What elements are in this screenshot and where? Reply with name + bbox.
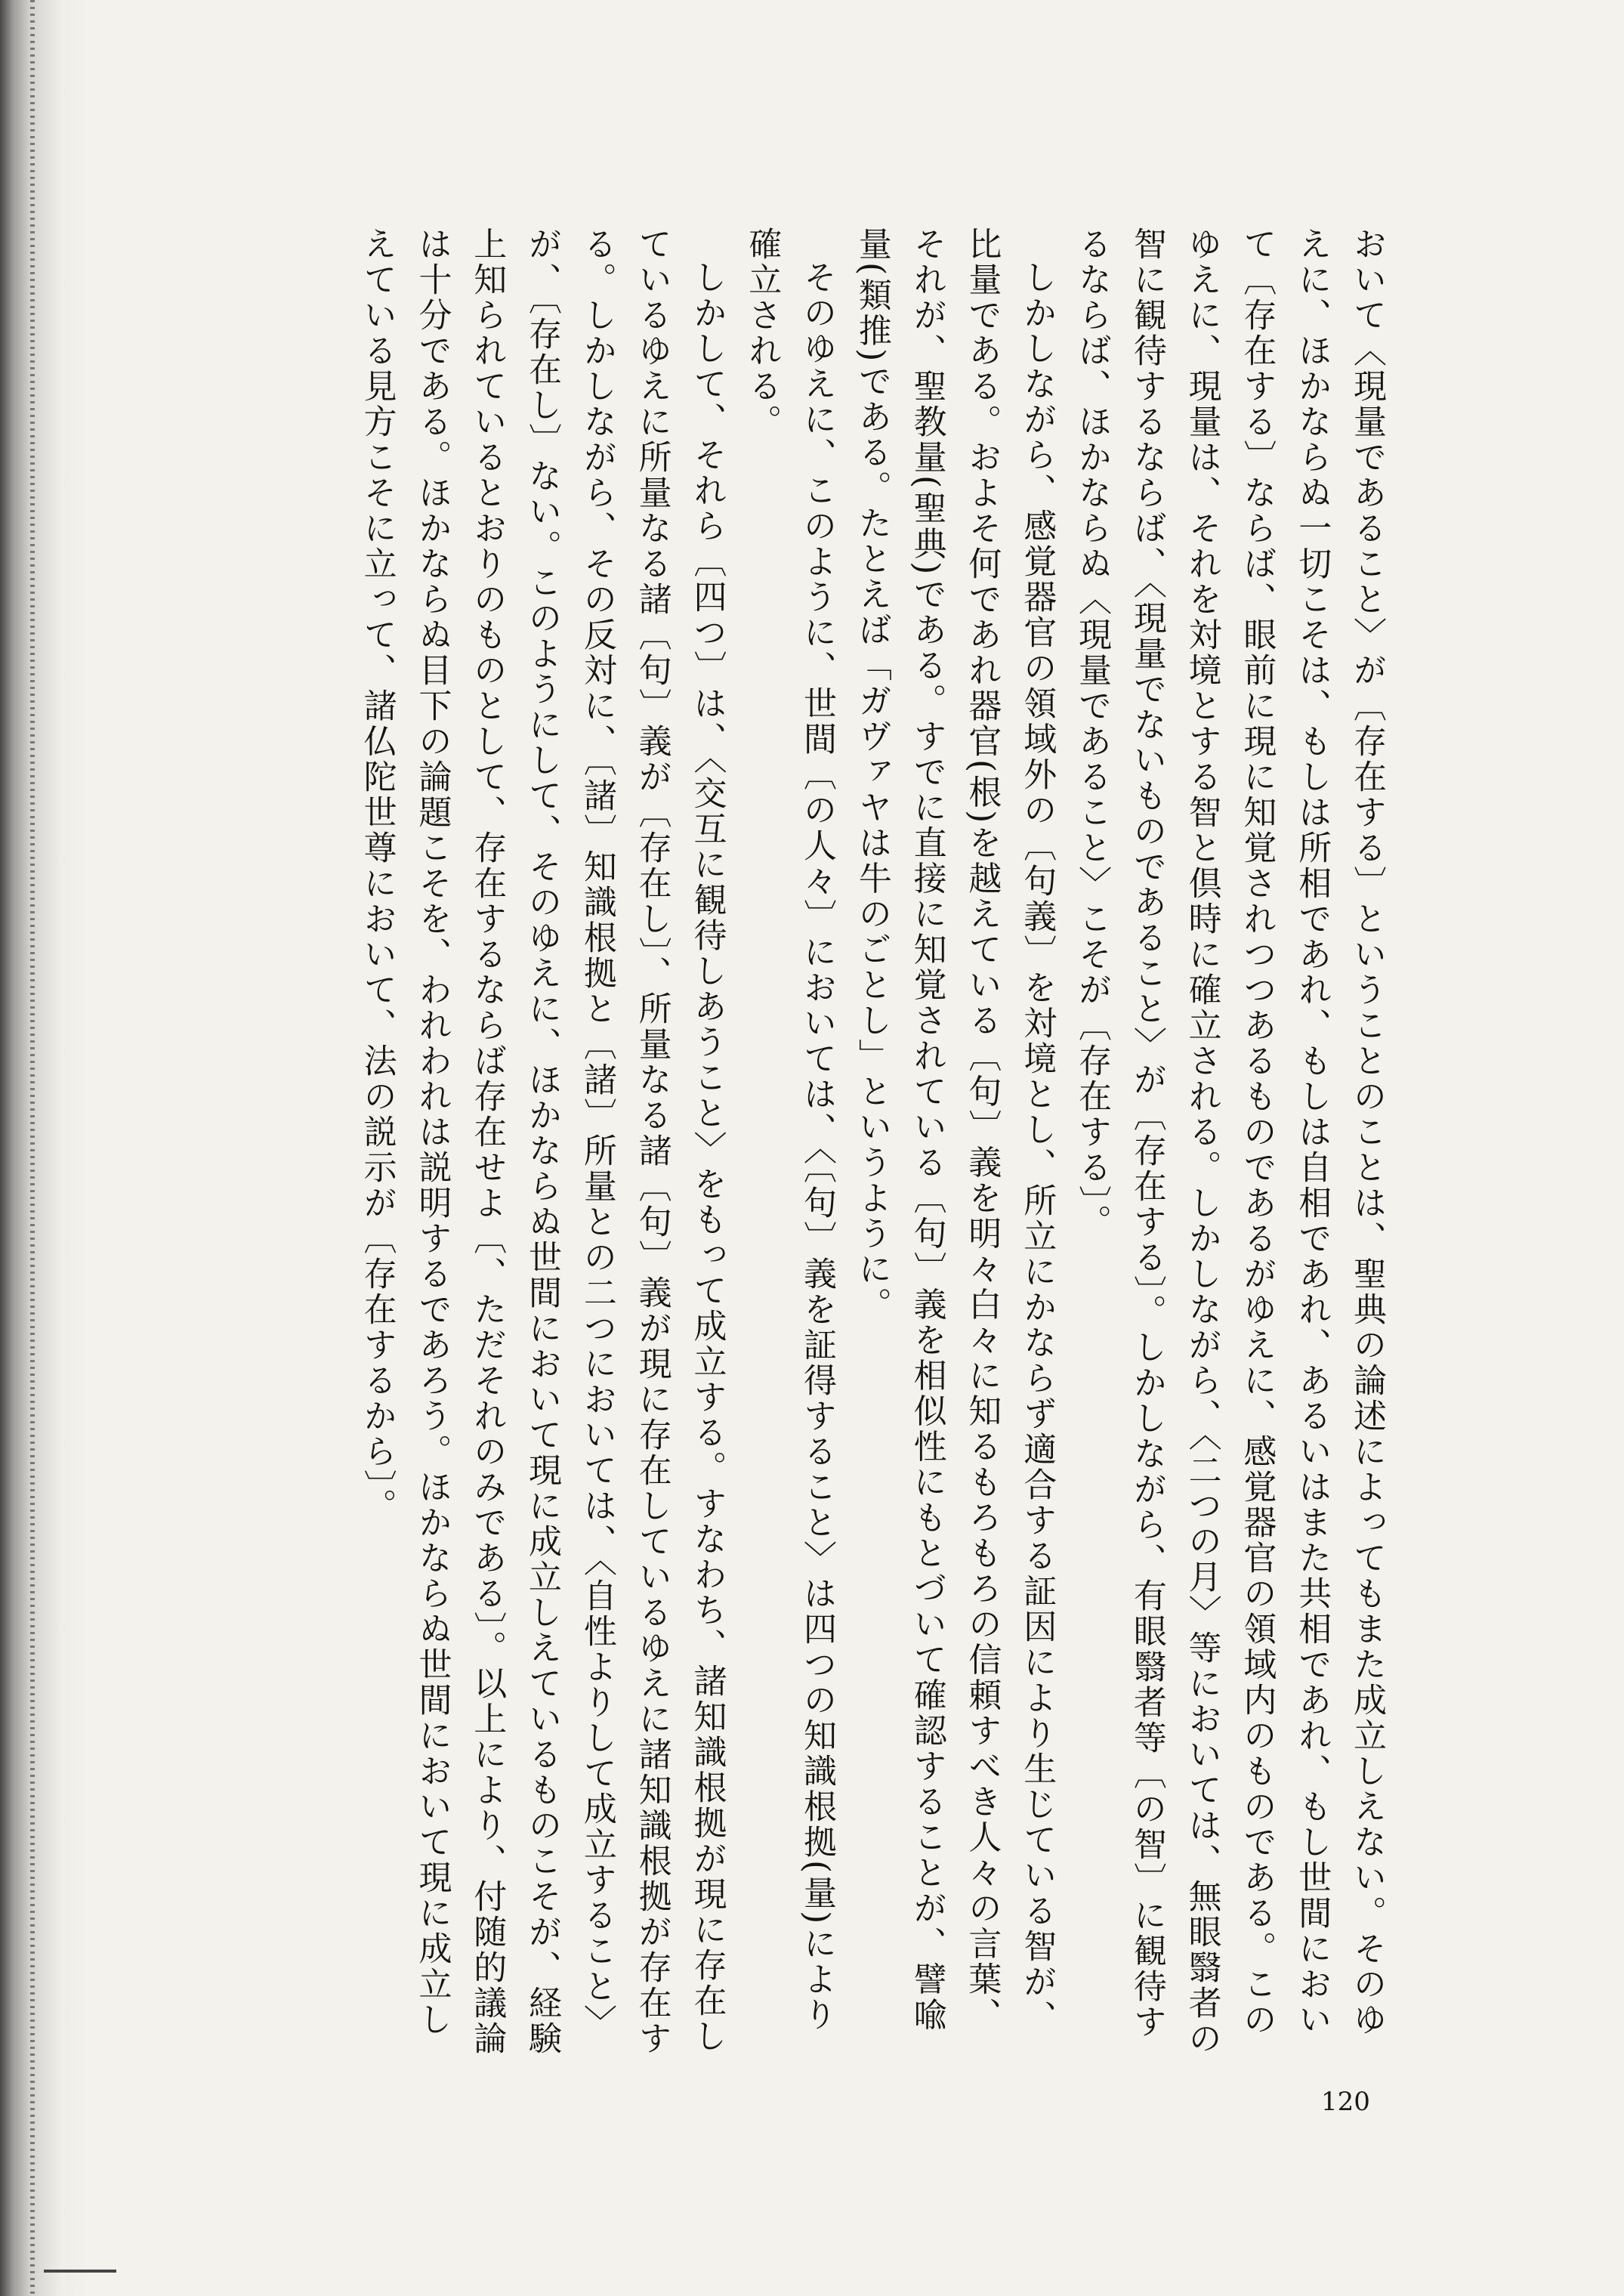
paragraph-2: しかしながら、感覚器官の領域外の〔句義〕を対境とし、所立にかならず適合する証因により生じている智が、比量である。およそ何であれ器官(根)を越えている〔句〕義を明々白々に知るもろもろの信頼すべき人々の言葉、それが、聖教量(聖典)である。すでに直接に知覚されている〔句〕義を相似性にもとづいて確認することが、譬喩量(類推)である。たとえば「ガヴァヤは牛のごとし」というように。 (852, 227, 1057, 2035)
paragraph-4: しかして、それら〔四つ〕は、〈交互に観待しあうこと〉をもって成立する。すなわち、諸知識根拠が現に存在しているゆえに所量なる諸〔句〕義が〔存在し〕、所量なる諸〔句〕義が現に存在しているゆえに諸知識根拠が存在する。しかしながら、その反対に、〔諸〕知識根拠と〔諸〕所量との二つにおいては、〈自性よりして成立すること〉が、〔存在し〕ない。このようにして、そのゆえに、ほかならぬ世間において現に成立しえているものこそが、経験上知られているとおりのものとして、存在するならば存在せよ〔、ただそれのみである〕。以上により、付随的議論は十分である。ほかならぬ目下の論題こそを、われわれは説明するであろう。ほかならぬ世間において現に成立しえている見方こそに立って、諸仏陀世尊において、法の説示が〔存在するから〕。 (357, 227, 727, 2057)
scan-artifact-line (44, 2270, 116, 2273)
paragraph-1: おいて〈現量であること〉が〔存在する〕ということのことは、聖典の論述によってもまた成立しえない。そのゆえに、ほかならぬ一切こそは、もしは所相であれ、もしは自相であれ、あるいはまた共相であれ、もし世間において〔存在する〕ならば、眼前に現に知覚されつつあるものであるがゆえに、感覚器官の領域内のものである。このゆえに、現量は、それを対境とする智と倶時に確立される。しかしながら、〈二つの月〉等においては、無眼翳者の智に観待するならば、〈現量でないものであること〉が〔存在する〕。しかしながら、有眼翳者等〔の智〕に観待するならば、ほかならぬ〈現量であること〉こそが〔存在する〕。 (1073, 227, 1386, 2057)
page-body-text (204, 227, 1394, 2063)
page-number: 120 (1321, 2087, 1370, 2117)
paragraph-3: そのゆえに、このように、世間〔の人々〕においては、〈〔句〕義を証得すること〉は四つの知識根拠(量)により確立される。 (743, 227, 837, 2033)
scanned-page-edge (0, 0, 91, 2296)
